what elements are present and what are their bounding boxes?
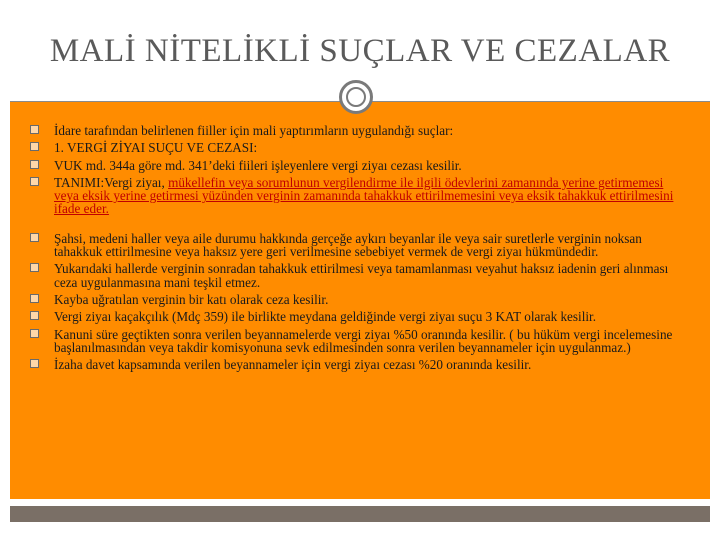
bullet-marker-icon — [30, 311, 39, 320]
list-item — [30, 232, 690, 259]
bullet-text-prefix: TANIMI:Vergi ziyaı, — [54, 174, 169, 190]
bullet-text: İdare tarafından belirlenen fiiller için mali yaptırımların uygulandığı suçlar: — [54, 123, 454, 138]
list-item — [30, 159, 690, 172]
bullet-text: Kanuni süre geçtikten sonra verilen beyannamelerde vergi ziyaı %50 oranında kesilir. ( bu hüküm vergi incelemesine başlanılmasından veya takdir komisyonuna sevk edilmesinden sonra verilen beyannameler için uygulanmaz.) — [54, 326, 673, 355]
list-item — [30, 293, 690, 306]
highlighted-definition: mükellefin veya sorumlunun vergilendirme ile ilgili ödevlerini zamanında yerine getirmemesi veya eksik yerine getirmesi yüzünden verginin zamanında tahakkuk ettirilmemesini veya eksik tahakkuk ettirilmesini ifade eder. — [54, 174, 674, 217]
list-item — [30, 310, 690, 323]
bullet-text: İzaha davet kapsamında verilen beyannameler için vergi ziyaı cezası %20 oranında kesilir. — [54, 357, 532, 373]
list-item — [30, 124, 690, 137]
bullet-text: 1. VERGİ ZİYAI SUÇU VE CEZASI: — [54, 140, 258, 156]
list-item — [30, 262, 690, 289]
footer-bar — [10, 506, 710, 522]
bullet-text: Kayba uğratılan verginin bir katı olarak ceza kesilir. — [54, 291, 329, 307]
list-item — [30, 141, 690, 154]
bullet-text: Yukarıdaki hallerde verginin sonradan tahakkuk ettirilmesi veya tamamlanması veyahut haksız iadenin geri alınması ceza uygulanmasına mani teşkil etmez. — [54, 261, 669, 290]
slide-title: MALİ NİTELİKLİ SUÇLAR VE CEZALAR — [49, 33, 671, 69]
bullet-marker-icon — [30, 294, 39, 303]
bullet-marker-icon — [30, 233, 39, 242]
list-item — [30, 328, 690, 355]
ring-ornament-icon — [339, 80, 373, 114]
bullet-text: Vergi ziyaı kaçakçılık (Mdç 359) ile birlikte meydana geldiğinde vergi ziyaı suçu 3 KAT olarak kesilir. — [54, 309, 596, 325]
bullet-marker-icon — [30, 359, 39, 368]
bullet-marker-icon — [30, 329, 39, 338]
bullet-list — [30, 124, 690, 375]
bullet-marker-icon — [30, 125, 39, 134]
bullet-marker-icon — [30, 177, 39, 186]
bullet-text: VUK md. 344a göre md. 341’deki fiileri işleyenlere vergi ziyaı cezası kesilir. — [54, 157, 462, 173]
bullet-marker-icon — [30, 160, 39, 169]
list-item — [30, 176, 690, 216]
list-item — [30, 358, 690, 371]
bullet-marker-icon — [30, 142, 39, 151]
bullet-text: Şahsi, medeni haller veya aile durumu hakkında gerçeğe aykırı beyanlar ile veya sair suretlerle verginin noksan tahakkuk ettirilmesine veya haksız yere geri verilmesine sebebiyet vermek de vergi ziyaı hükmündedir. — [54, 230, 642, 260]
bullet-marker-icon — [30, 263, 39, 272]
